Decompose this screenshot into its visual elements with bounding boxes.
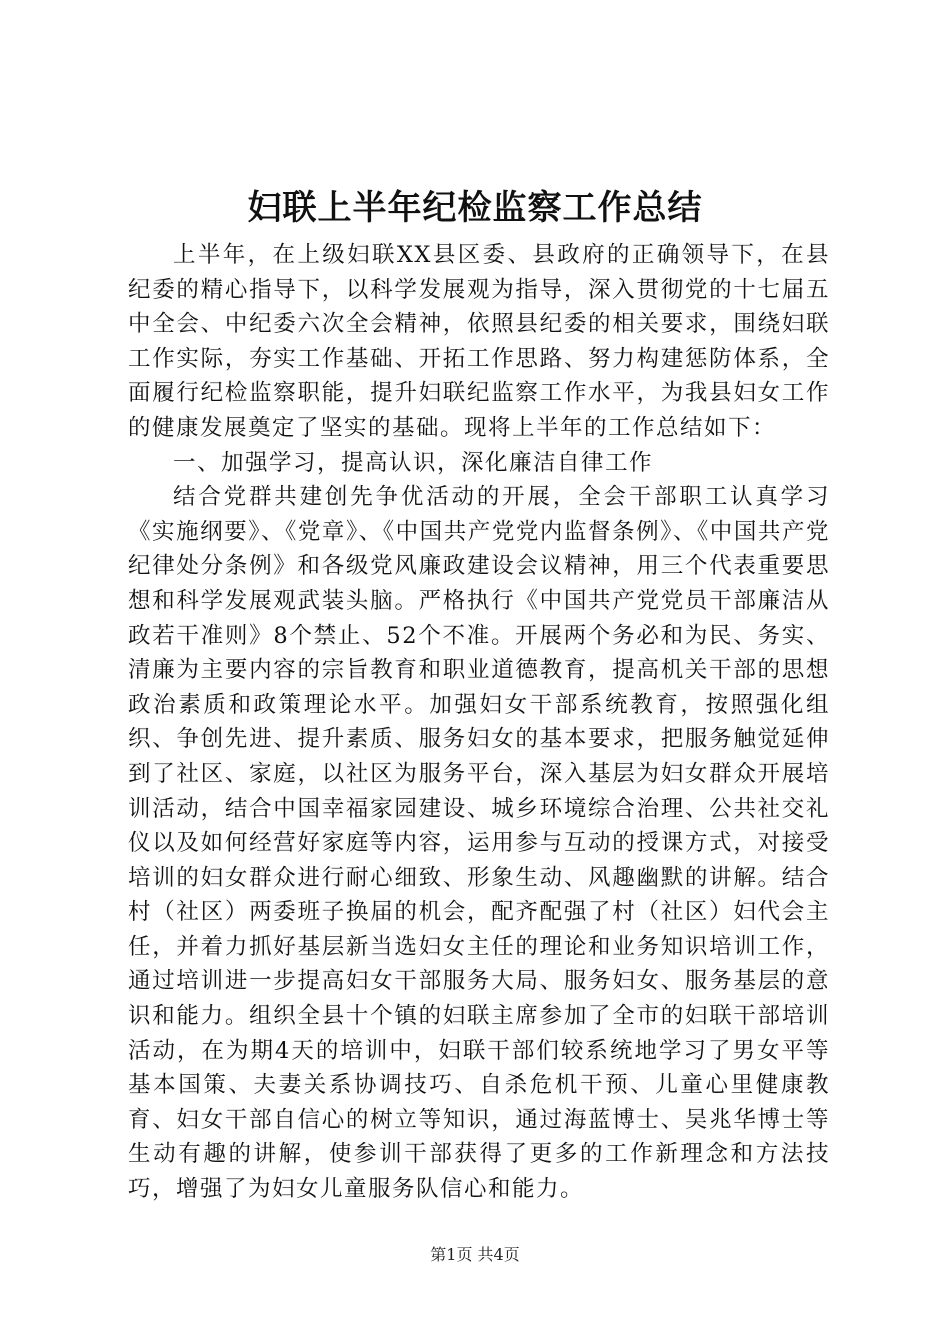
page-number: 第1页 共4页 <box>430 1245 520 1264</box>
document-body <box>128 238 830 1207</box>
section-heading: 一、加强学习，提高认识，深化廉洁自律工作 <box>173 449 654 476</box>
body-paragraph: 结合党群共建创先争优活动的开展，全会干部职工认真学习《实施纲要》、《党章》、《中国共产党党内监督条例》、《中国共产党纪律处分条例》和各级党风廉政建设会议精神，用三个代表重要思想和科学发展观武装头脑。严格执行《中国共产党党员干部廉洁从政若干准则》8个禁止、52个不准。开展两个务必和为民、务实、清廉为主要内容的宗旨教育和职业道德教育，提高机关干部的思想政治素质和政策理论水平。加强妇女干部系统教育，按照强化组织、争创先进、提升素质、服务妇女的基本要求，把服务触觉延伸到了社区、家庭，以社区为服务平台，深入基层为妇女群众开展培训活动，结合中国幸福家园建设、城乡环境综合治理、公共社交礼仪以及如何经营好家庭等内容，运用参与互动的授课方式，对接受培训的妇女群众进行耐心细致、形象生动、风趣幽默的讲解。结合村（社区）两委班子换届的机会，配齐配强了村（社区）妇代会主任，并着力抓好基层新当选妇女主任的理论和业务知识培训工作，通过培训进一步提高妇女干部服务大局、服务妇女、服务基层的意识和能力。组织全县十个镇的妇联主席参加了全市的妇联干部培训活动，在为期4天的培训中，妇联干部们较系统地学习了男女平等基本国策、夫妻关系协调技巧、自杀危机干预、儿童心里健康教育、妇女干部自信心的树立等知识，通过海蓝博士、吴兆华博士等生动有趣的讲解，使参训干部获得了更多的工作新理念和方法技巧，增强了为妇女儿童服务队信心和能力。 <box>128 484 830 1203</box>
document-title: 妇联上半年纪检监察工作总结 <box>247 188 703 228</box>
intro-paragraph: 上半年，在上级妇联XX县区委、县政府的正确领导下，在县纪委的精心指导下，以科学发展观为指导，深入贯彻党的十七届五中全会、中纪委六次全会精神，依照县纪委的相关要求，围绕妇联工作实际，夯实工作基础、开拓工作思路、努力构建惩防体系，全面履行纪检监察职能，提升妇联纪监察工作水平，为我县妇女工作的健康发展奠定了坚实的基础。现将上半年的工作总结如下： <box>128 242 830 441</box>
